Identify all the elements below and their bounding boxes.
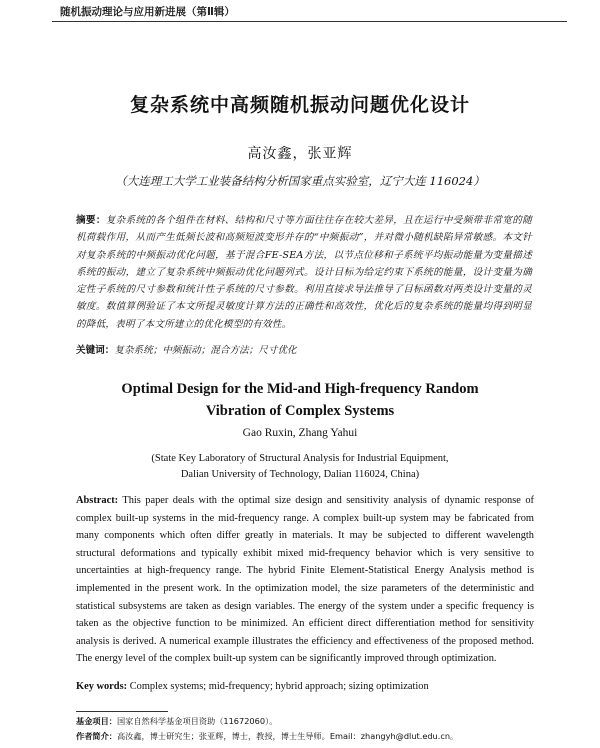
footnote-fund-text: 国家自然科学基金项目资助（11672060）。: [116, 716, 278, 726]
footnote-author: [76, 731, 546, 742]
english-abstract: [76, 492, 534, 668]
chinese-authors: 高汝鑫，张亚辉: [247, 146, 353, 162]
english-title: [0, 378, 600, 422]
english-authors: Gao Ruxin, Zhang Yahui: [242, 427, 358, 439]
english-affiliation-line-1: (State Key Laboratory of Structural Analysis for Industrial Equipment,: [151, 453, 449, 464]
footnote-rule: [76, 711, 168, 712]
english-title-line-1: Optimal Design for the Mid-and High-frequency Random: [121, 381, 479, 397]
chinese-abstract-label: 摘要：: [76, 215, 106, 226]
english-keywords: [76, 681, 534, 692]
chinese-title: 复杂系统中高频随机振动问题优化设计: [129, 94, 470, 116]
header-rule: [52, 21, 567, 22]
chinese-abstract: [76, 212, 532, 333]
chinese-keywords-text: 复杂系统；中频振动；混合方法；尺寸优化: [114, 345, 297, 356]
footnote-fund: [76, 716, 546, 727]
chinese-abstract-text: 复杂系统的各个组件在材料、结构和尺寸等方面往往存在较大差异，且在运行中受频带非常宽的随机荷载作用，从而产生低频长波和高频短波变形并存的“中频振动”，并对微小随机缺陷异常敏感。本文针对复杂系统的中频振动优化问题，基于混合FE-SEA方法，以节点位移和子系统平均振动能量为变量描述系统的振动，建立了复杂系统中频振动优化问题列式。设计目标为给定约束下系统的能量，设计变量为确定性子系统的尺寸参数和统计性子系统的尺寸参数。利用直接求导法推导了目标函数对两类设计变量的灵敏度。数值算例验证了本文所提灵敏度计算方法的正确性和高效性，优化后的复杂系统的能量均得到明显的降低，表明了本文所建立的优化模型的有效性。: [76, 215, 532, 330]
english-keywords-text: Complex systems; mid-frequency; hybrid approach; sizing optimization: [129, 681, 429, 692]
english-abstract-text: This paper deals with the optimal size design and sensitivity analysis of dynamic response of complex built-up systems in the mid-frequency range. A complex built-up system may be fabricated from many components which often differ greatly in materials. It may be subjected to different wavelength structural deformations and typically exhibit mixed mid-frequency behavior which is very sensitive to uncertainties at high-frequency range. The hybrid Finite Element-Statistical Energy Analysis method is implemented in the present work. In the optimization model, the size parameters of the deterministic and statistical subsystems are taken as design variables. The energy of the system under a specific frequency is taken as the objective function to be minimized. An efficient direct differentiation method for sensitivity analysis is derived. A numerical example illustrates the efficiency and effectiveness of the proposed method. The energy level of the complex built-up system can be significantly improved through optimization.: [76, 495, 534, 665]
running-header: 随机振动理论与应用新进展（第Ⅱ辑）: [60, 6, 235, 18]
english-title-line-2: Vibration of Complex Systems: [205, 403, 395, 419]
footnote-fund-label: 基金项目：: [76, 716, 117, 726]
english-affiliation-line-2: Dalian University of Technology, Dalian 116024, China): [180, 468, 420, 480]
english-keywords-label: Key words:: [76, 681, 128, 692]
english-affiliation: [0, 451, 600, 482]
footnote-author-text: 高汝鑫，博士研究生；张亚辉，博士，教授，博士生导师。Email：zhangyh@dlut.edu.cn。: [116, 731, 459, 741]
chinese-keywords-label: 关键词：: [76, 345, 115, 356]
english-abstract-label: Abstract:: [76, 495, 119, 506]
footnote-author-label: 作者简介：: [76, 731, 117, 741]
chinese-keywords: [76, 342, 532, 356]
chinese-affiliation: （大连理工大学工业装备结构分析国家重点实验室，辽宁大连 116024）: [115, 174, 485, 188]
